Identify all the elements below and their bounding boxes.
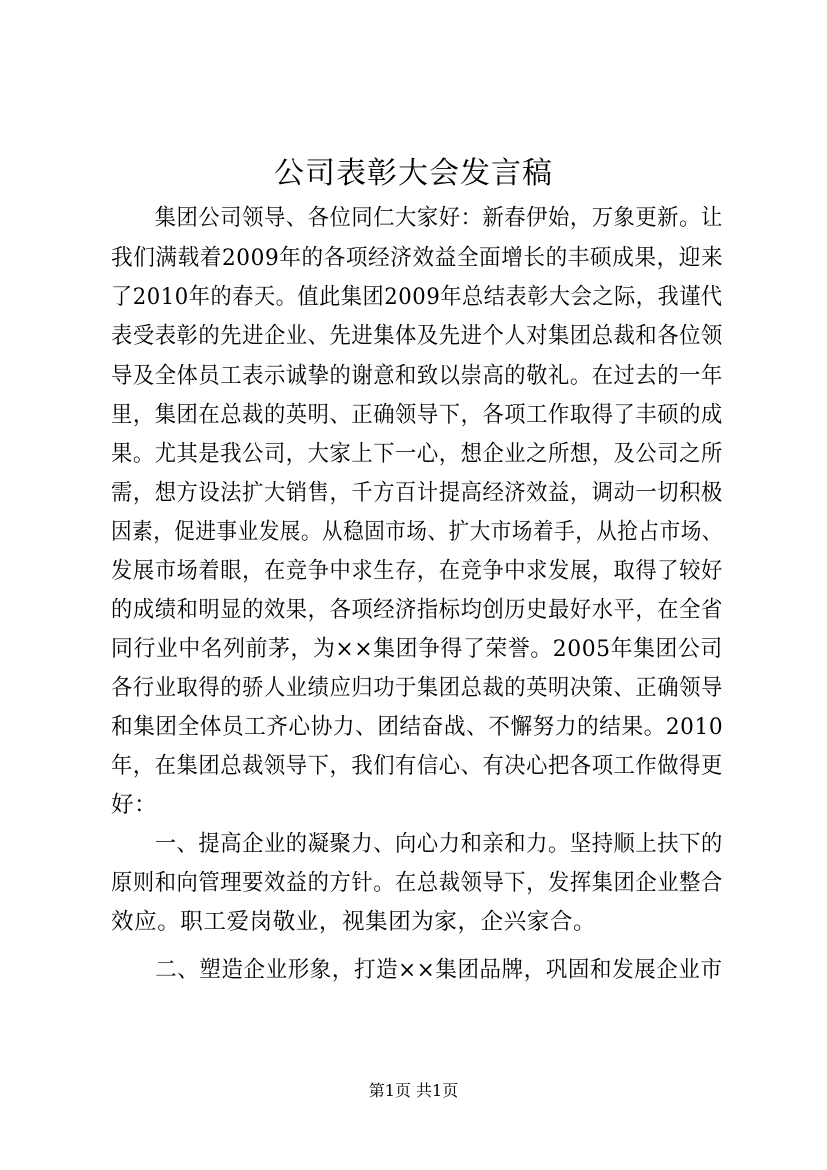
- text-line: 果。尤其是我公司，大家上下一心，想企业之所想，及公司之所: [111, 441, 723, 467]
- text-line: 集团公司领导、各位同仁大家好：新春伊始，万象更新。让: [111, 205, 723, 231]
- text-line: 原则和向管理要效益的方针。在总裁领导下，发挥集团企业整合: [111, 870, 723, 896]
- text-line: 和集团全体员工齐心协力、团结奋战、不懈努力的结果。2010: [111, 714, 724, 740]
- text-line: 因素，促进事业发展。从稳固市场、扩大市场着手，从抢占市场、: [111, 519, 723, 545]
- text-line: 效应。职工爱岗敬业，视集团为家，企兴家合。: [111, 909, 597, 935]
- text-line: 需，想方设法扩大销售，千方百计提高经济效益，调动一切积极: [111, 480, 723, 506]
- text-line: 里，集团在总裁的英明、正确领导下，各项工作取得了丰硕的成: [111, 402, 723, 428]
- text-line: 同行业中名列前茅，为××集团争得了荣誉。2005年集团公司: [111, 636, 723, 662]
- text-line: 一、提高企业的凝聚力、向心力和亲和力。坚持顺上扶下的: [111, 831, 723, 857]
- text-line: 导及全体员工表示诚挚的谢意和致以崇高的敬礼。在过去的一年: [111, 363, 723, 389]
- text-line: 发展市场着眼，在竞争中求生存，在竞争中求发展，取得了较好: [111, 558, 723, 584]
- text-line: 的成绩和明显的效果，各项经济指标均创历史最好水平，在全省: [111, 597, 723, 623]
- text-line: 了2010年的春天。值此集团2009年总结表彰大会之际，我谨代: [111, 284, 723, 310]
- text-line: 好：: [111, 792, 158, 818]
- text-line: 二、塑造企业形象，打造××集团品牌，巩固和发展企业市: [111, 957, 723, 983]
- text-line: 我们满载着2009年的各项经济效益全面增长的丰硕成果，迎来: [111, 245, 724, 271]
- page-footer: 第1页 共1页: [368, 1081, 459, 1100]
- text-line: 各行业取得的骄人业绩应归功于集团总裁的英明决策、正确领导: [111, 675, 723, 701]
- text-line: 表受表彰的先进企业、先进集体及先进个人对集团总裁和各位领: [111, 323, 723, 349]
- text-line: 年，在集团总裁领导下，我们有信心、有决心把各项工作做得更: [111, 753, 723, 779]
- document-title: 公司表彰大会发言稿: [274, 156, 553, 191]
